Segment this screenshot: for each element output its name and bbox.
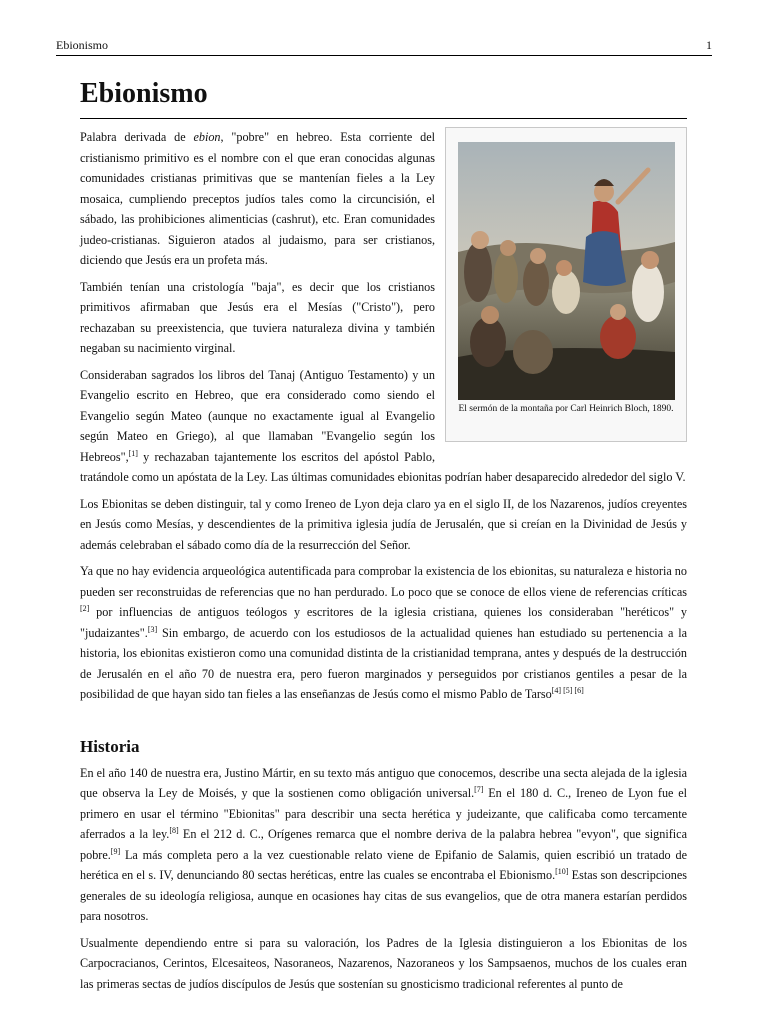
section-heading-historia: Historia [80, 736, 140, 756]
title-underline [80, 118, 687, 119]
painting-image [458, 142, 675, 400]
page-title: Ebionismo [80, 78, 208, 109]
running-header [56, 37, 712, 56]
citation-ref[interactable]: [1] [128, 448, 138, 458]
intro-paragraph-2: También tenían una cristología "baja", es decir que los cristianos primitivos afirmaban que Jesús era el Mesías ("Cristo"), pero rechazaban su preexistencia, que tuviera naturaleza divina y también negaban su nacimiento virginal. [80, 279, 435, 355]
intro-paragraph-1: Palabra derivada de ebion, "pobre" en hebreo. Esta corriente del cristianismo primitivo es el nombre con el que eran conocidas algunas comunidades cristianas primitivas que se mantenían fieles a la Ley mosaica, cumpliendo preceptos judíos tales como la circuncisión, el sábado, las prohibiciones alimenticias (cashrut), etc. Eran comunidades judeo-cristianas. Siguieron atados al judaismo, para ser cristianos, diciendo que Jesús era un profeta más. [80, 130, 435, 267]
page-number: 1 [706, 38, 712, 52]
citation-ref[interactable]: [9] [110, 846, 121, 856]
citation-ref[interactable]: [7] [474, 784, 484, 794]
intro-paragraph-4: Los Ebionitas se deben distinguir, tal y como Ireneo de Lyon deja claro ya en el siglo II, de los Nazarenos, judíos creyentes en Jesús como Mesías, y descendientes de la primitiva iglesia judía de Jerusalén, que si creían en la Divinidad de Jesús y además celebraban el sábado como día de la resurrección del Señor. [80, 496, 687, 552]
historia-paragraph-2: Usualmente dependiendo entre si para su valoración, los Padres de la Iglesia distinguieron a los Ebionitas de los Carpocracianos, Cerintos, Elcesaiteos, Nasoraneos, Nazarenos, Nazoraneos y los Sampsaenos, muchos de los cuales eran las primeras sectas de judíos discípulos de Jesús que sostenían su gnosticismo tradicional referentes al punto de [80, 935, 687, 991]
citation-ref[interactable]: [2] [80, 603, 90, 613]
citation-ref[interactable]: [3] [147, 624, 158, 634]
section-spacer [80, 711, 687, 735]
citation-ref[interactable]: [10] [555, 866, 569, 876]
intro-paragraph-5: Ya que no hay evidencia arqueológica autentificada para comprobar la existencia de los ebionitas, su naturaleza e historia no pueden ser reconstruidas de referencias que no han perdurado. Lo poco que se conoce de ellos viene de referencias críticas [2] por influencias de antiguos teólogos y escritores de la iglesia cristiana, quienes los consideraban "heréticos" y "judaizantes".[3] Sin embargo, de acuerdo con los estudiosos de la actualidad quienes han estudiado su pertenencia a la historia, los ebionitas existieron como una comunidad distinta de la cristianidad temprana, antes y después de la destrucción de Jerusalén en el año 70 de nuestra era, pero fueron marginados y perseguidos por cristianos gentiles a pesar de la posibilidad de que hayan sido tan fieles a las enseñanzas de Jesús como el mismo Pablo de Tarso[4] [5] [6] [80, 564, 687, 701]
citation-ref[interactable]: [4] [5] [6] [551, 685, 584, 695]
article-body [80, 127, 687, 1000]
figure-caption: El sermón de la montaña por Carl Heinrich Bloch, 1890. [458, 404, 674, 414]
citation-ref[interactable]: [8] [169, 825, 179, 835]
intro-paragraph-3: Consideraban sagrados los libros del Tanaj (Antiguo Testamento) y un Evangelio escrito en Hebreo, que era considerado como siendo el Evangelio según Mateo (aunque no exactamente igual al Evangelio según Mateo en Griego), al que llamaban "Evangelio según los Hebreos",[1] y rechazaban tajantemente los escritos del apóstol Pablo, tratándole como un apóstata de la Ley. Las últimas comunidades ebionitas podrían haber desaparecido alrededor del siglo V. [80, 367, 686, 484]
figure-box [445, 127, 687, 442]
historia-paragraph-1: En el año 140 de nuestra era, Justino Mártir, en su texto más antiguo que conocemos, describe una secta alejada de la iglesia que observa la Ley de Moisés, y que la sostienen como obligación universal.[7] En el 180 d. C., Ireneo de Lyon fue el primero en usar el término "Ebionitas" para describir una secta herética y judeizante, que calificaba como tercamente aferrados a la ley.[8] En el 212 d. C., Orígenes remarca que el nombre deriva de la palabra hebrea "evyon", que significa pobre.[9] La más completa pero a la vez cuestionable relato viene de Epifanio de Salamis, quien escribió un tratado de herética en el s. IV, denunciando 80 sectas heréticas, entre las cuales se encontraba el Ebionismo.[10] Estas son descripciones generales de su ideología religiosa, aunque en ocasiones hay citas de sus evangelios, que de otra manera estarían perdidos para nosotros. [80, 765, 687, 923]
header-title: Ebionismo [56, 38, 109, 52]
